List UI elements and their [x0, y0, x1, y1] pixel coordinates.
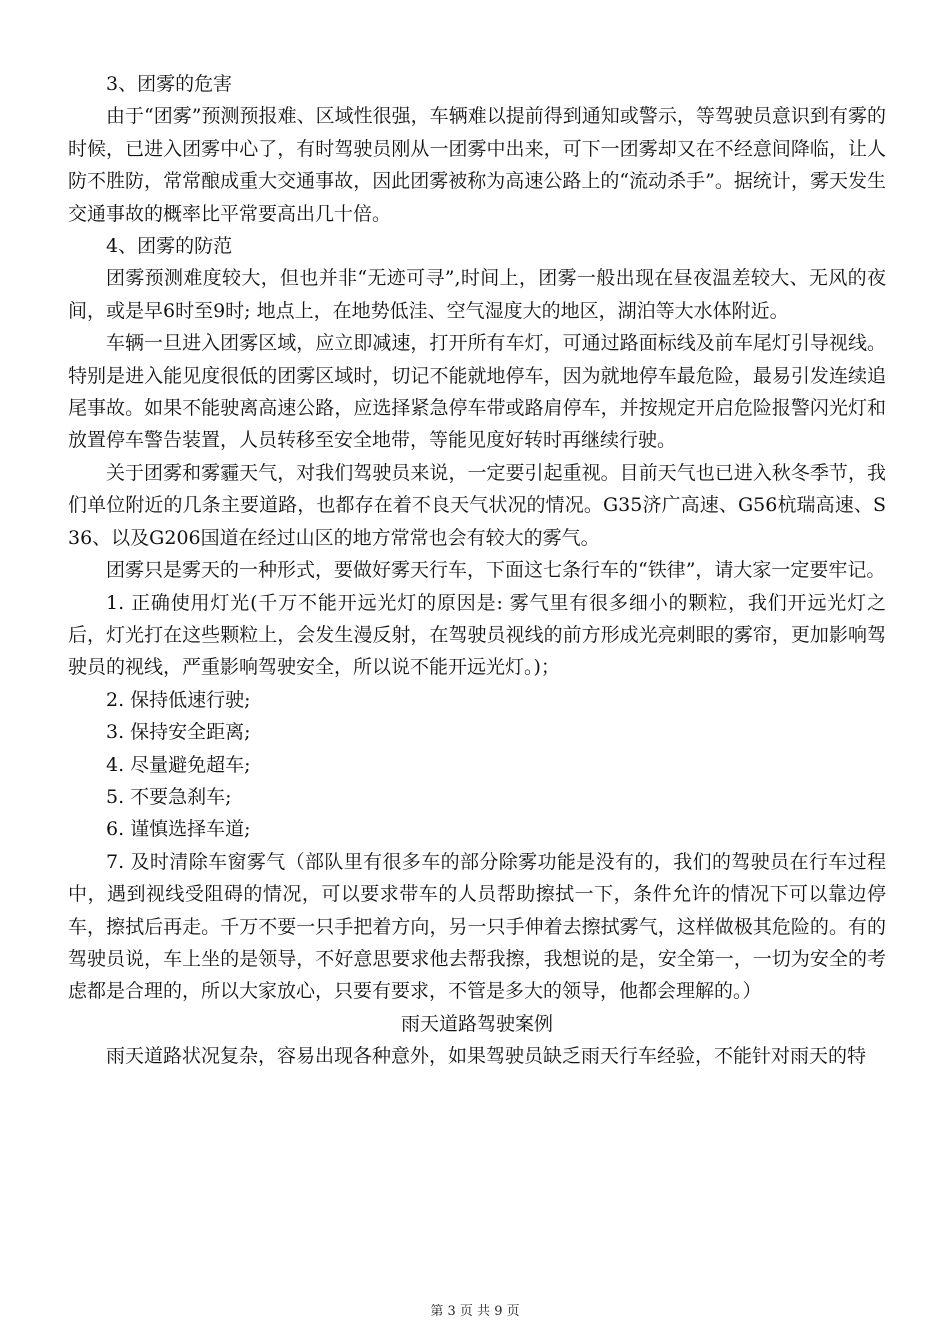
- rain-case-title: 雨天道路驾驶案例: [400, 1012, 553, 1035]
- rule-item: 6. 谨慎选择车道;: [106, 818, 251, 841]
- rule-item: 1. 正确使用灯光(千万不能开远光灯的原因是: 雾气里有很多细小的颗粒，我们开远光灯之后，灯光打在这些颗粒上，会发生漫反射，在驾驶员视线的前方形成光亮刺眼的雾帘，更加影响驾驶员的视线，严重影响驾驶安全，所以说不能开远光灯。)；: [68, 591, 886, 679]
- paragraph-rules-intro: 团雾只是雾天的一种形式，要做好雾天行车，下面这七条行车的“铁律”，请大家一定要牢记。: [106, 559, 886, 582]
- document-page: [68, 68, 886, 1073]
- page-footer: 第 3 页 共 9 页: [430, 1304, 520, 1319]
- paragraph-haze: 关于团雾和雾霾天气，对我们驾驶员来说，一定要引起重视。目前天气也已进入秋冬季节，我们单位附近的几条主要道路，也都存在着不良天气状况的情况。G35济广高速、G56杭瑞高速、S36、以及G206国道在经过山区的地方常常也会有较大的雾气。: [68, 461, 886, 549]
- rule-item: 5. 不要急刹车;: [106, 785, 232, 808]
- section-heading-harm: 3、团雾的危害: [106, 73, 233, 95]
- rule-item: 2. 保持低速行驶;: [106, 688, 251, 711]
- rule-item: 7. 及时清除车窗雾气（部队里有很多车的部分除雾功能是没有的，我们的驾驶员在行车过程中，遇到视线受阻碍的情况，可以要求带车的人员帮助擦拭一下，条件允许的情况下可以靠边停车，擦拭后再走。千万不要一只手把着方向，另一只手伸着去擦拭雾气，这样做极其危险的。有的驾驶员说，车上坐的是领导，不好意思要求他去帮我擦，我想说的是，安全第一，一切为安全的考虑都是合理的，所以大家放心，只要有要求，不管是多大的领导，他都会理解的。）: [68, 850, 886, 1003]
- paragraph-harm: 由于“团雾”预测预报难、区域性很强，车辆难以提前得到通知或警示，等驾驶员意识到有雾的时候，已进入团雾中心了，有时驾驶员刚从一团雾中出来，可下一团雾却又在不经意间降临，让人防不胜防，常常酿成重大交通事故，因此团雾被称为高速公路上的“流动杀手”。据统计，雾天发生交通事故的概率比平常要高出几十倍。: [68, 105, 886, 225]
- section-heading-prevention: 4、团雾的防范: [106, 235, 233, 258]
- paragraph-rain: 雨天道路状况复杂，容易出现各种意外，如果驾驶员缺乏雨天行车经验，不能针对雨天的特: [106, 1045, 867, 1068]
- rule-item: 3. 保持安全距离;: [106, 721, 251, 744]
- paragraph-prevention-actions: 车辆一旦进入团雾区域，应立即减速，打开所有车灯，可通过路面标线及前车尾灯引导视线。特别是进入能见度很低的团雾区域时，切记不能就地停车，因为就地停车最危险，最易引发连续追尾事故。如果不能驶离高速公路，应选择紧急停车带或路肩停车，并按规定开启危险报警闪光灯和放置停车警告装置，人员转移至安全地带，等能见度好转时再继续行驶。: [68, 332, 886, 452]
- rule-item: 4. 尽量避免超车;: [106, 753, 251, 776]
- paragraph-prevention-timing: 团雾预测难度较大，但也并非“无迹可寻”,时间上，团雾一般出现在昼夜温差较大、无风的夜间，或是早6时至9时; 地点上，在地势低洼、空气湿度大的地区，湖泊等大水体附近。: [68, 267, 886, 322]
